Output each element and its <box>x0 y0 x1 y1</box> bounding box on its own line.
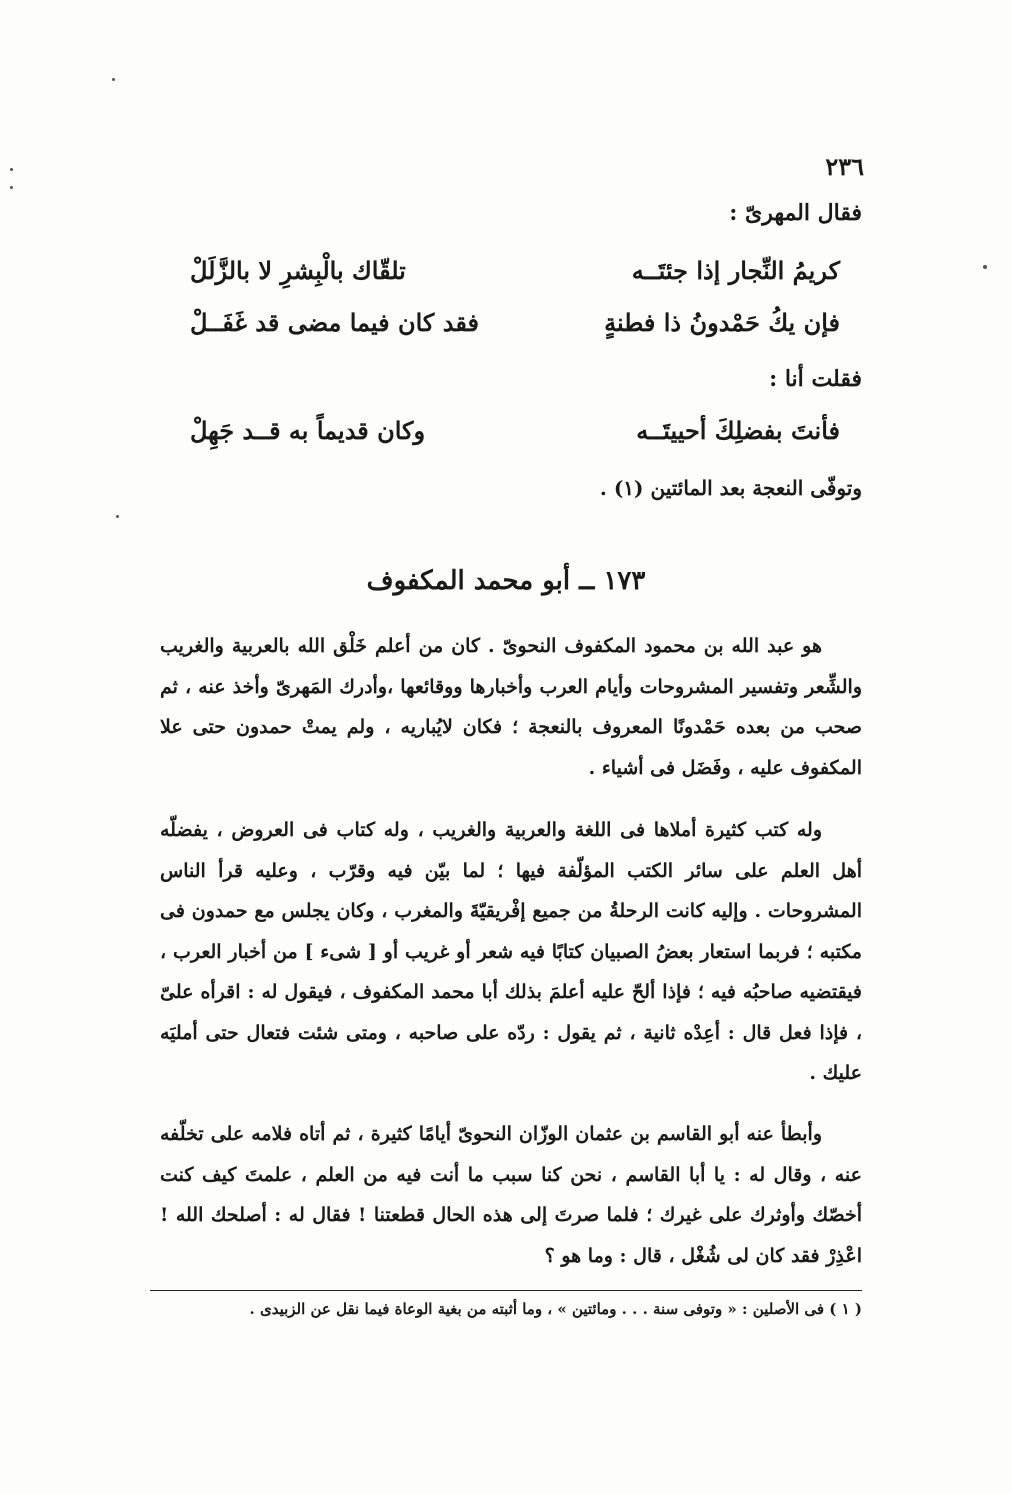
scan-speck <box>10 186 13 189</box>
verse-line <box>190 256 840 296</box>
verse-hemistich-first: فإن يكُ حَمْدونُ ذا فطنةٍ <box>604 308 840 337</box>
body-paragraph: وأبطأ عنه أبو القاسم بن عثمان الوزّان النحوىّ أيامًا كثيرة ، ثم أتاه فلامه على تخلّفه عنه ، وقال له : يا أبا القاسم ، نحن كنا سبب ما أنت فيه من العلم ، علمتَ كيف كنت أخصّك وأوثرك على غيرك ؛ فلما صرتَ إلى هذه الحال قطعتنا ! فقال له : أصلحك الله ! اعْذِرْ فقد كان لى شُغْل ، قال : وما هو ؟ <box>160 1123 862 1267</box>
section-heading: ١٧٣ ــ أبو محمد المكفوف <box>366 566 646 596</box>
verse-hemistich-second: وكان قديماً به قــد جَهِلْ <box>190 416 426 445</box>
verse-hemistich-first: كريمُ النِّجار إذا جئتَــه <box>631 256 840 285</box>
scan-speck <box>10 168 13 171</box>
body-paragraph: وله كتب كثيرة أملاها فى اللغة والعربية والغريب ، وله كتاب فى العروض ، يفضلّه أهل العلم على سائر الكتب المؤلّفة فيها ؛ لما بيّن فيه وقرّب ، وعليه قرأ الناس المشروحات . وإليه كانت الرحلةُ من جميع إفْريقيّةَ والمغرب ، وكان يجلس مع حمدون فى مكتبه ؛ فربما استعار بعضُ الصبيان كتابًا فيه شعر أو غريب أو [ شىء ] من أخبار العرب ، فيقتضيه صاحبُه فيه ؛ فإذا ألحّ عليه أعلمَ بذلك أبا محمد المكفوف ، فيقول له : اقرأه علىّ ، فإذا فعل قال : أعِدْه ثانية ، ثم يقول : ردّه على صاحبه ، ومتى شئت فتعال حتى أمليَه عليك . <box>160 819 862 1084</box>
verse-intro-1: فقال المهرىّ : <box>729 200 862 226</box>
footnote: ( ١ ) فى الأصلين : « وتوفى سنة . . . ومائتين » ، وما أثبته من بغية الوعاة فيما نقل عن الزبيدى . <box>249 1300 862 1318</box>
scan-speck <box>983 265 987 269</box>
verse-line <box>190 416 840 456</box>
verse-line <box>190 308 840 348</box>
verse-hemistich-second: فقد كان فيما مضى قد غَفَــلْ <box>190 308 479 337</box>
verse-intro-2: فقلت أنا : <box>769 366 862 392</box>
scan-speck <box>112 78 115 81</box>
verse-hemistich-first: فأنتَ بفضلِكَ أحييتَــه <box>636 416 840 445</box>
death-note: وتوفّى النعجة بعد المائتين (١) . <box>599 476 862 500</box>
footnote-divider <box>150 1290 862 1291</box>
page-number: ٢٣٦ <box>825 152 864 181</box>
body-paragraph: هو عبد الله بن محمود المكفوف النحوىّ . كان من أعلم خَلْق الله بالعربية والغريب والشِّعر وتفسير المشروحات وأيام العرب وأخبارها ووقائعها ،وأدرك المَهرىّ وأخذ عنه ، ثم صحب من بعده حَمْدونًا المعروف بالنعجة ؛ فكان لايُباريه ، ولم يمتْ حمدون حتى علا المكفوف عليه ، وفَضَل فى أشياء . <box>160 635 862 779</box>
verse-hemistich-second: تلقّاك بالْبِشرِ لا بالزَّلَلْ <box>190 256 406 285</box>
scan-speck <box>116 515 119 518</box>
